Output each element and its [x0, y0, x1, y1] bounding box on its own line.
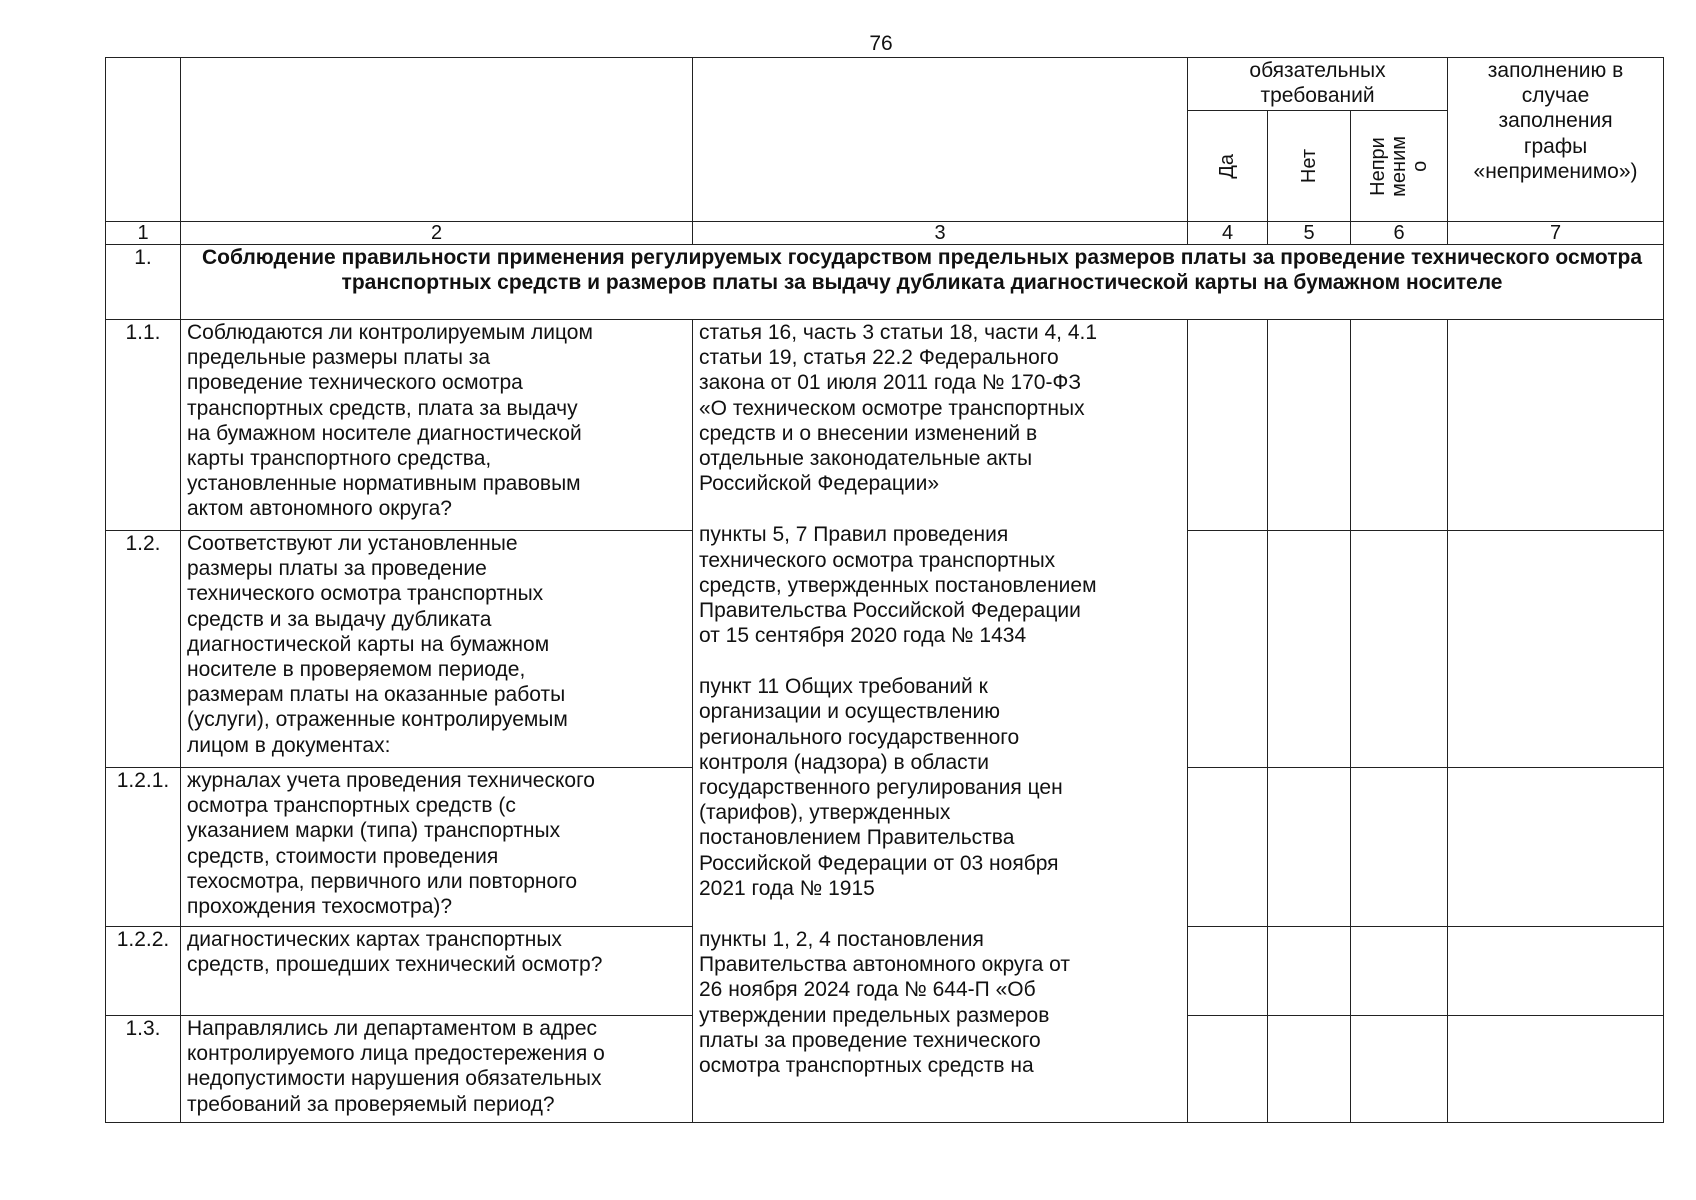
row-question: Направлялись ли департаментом в адрес контролируемого лица предостережения о недопустимости нарушения обязательных требований за проверяемый период?: [181, 1016, 693, 1123]
row-number: 1.3.: [106, 1016, 181, 1123]
row-number: 1.2.1.: [106, 768, 181, 927]
row-number: 1.2.: [106, 531, 181, 768]
header-yes-label: Да: [1216, 153, 1238, 179]
column-number: 5: [1268, 222, 1351, 245]
column-number: 4: [1188, 222, 1268, 245]
answer-no-cell[interactable]: [1268, 927, 1351, 1016]
answer-na-cell[interactable]: [1351, 531, 1448, 768]
row-question: Соблюдаются ли контролируемым лицом предельные размеры платы за проведение технического осмотра транспортных средств, плата за выдачу на бумажном носителе диагностической карты транспортного средства, установленные нормативным правовым актом автономного округа?: [181, 320, 693, 531]
answer-yes-cell[interactable]: [1188, 1016, 1268, 1123]
row-question: Соответствуют ли установленные размеры платы за проведение технического осмотра транспортных средств и за выдачу дубликата диагностической карты на бумажном носителе в проверяемом периоде, размерам платы на оказанные работы (услуги), отраженные контролируемым лицом в документах:: [181, 531, 693, 768]
header-na-cell: [1351, 111, 1448, 222]
answer-yes-cell[interactable]: [1188, 927, 1268, 1016]
answer-na-cell[interactable]: [1351, 1016, 1448, 1123]
note-cell[interactable]: [1448, 1016, 1664, 1123]
page-number: 76: [869, 32, 893, 55]
note-cell[interactable]: [1448, 768, 1664, 927]
answer-yes-cell[interactable]: [1188, 531, 1268, 768]
note-cell[interactable]: [1448, 927, 1664, 1016]
header-col3-cell: [693, 58, 1188, 222]
answer-yes-cell[interactable]: [1188, 320, 1268, 531]
row-number: 1.2.2.: [106, 927, 181, 1016]
answer-na-cell[interactable]: [1351, 927, 1448, 1016]
header-na-label: Непри меним о: [1366, 135, 1431, 197]
column-number: 1: [106, 222, 181, 245]
legal-ref: статья 16, часть 3 статьи 18, части 4, 4.1 статьи 19, статья 22.2 Федерального закона от 01 июля 2011 года № 170-ФЗ «О техническом осмотре транспортных средств и о внесении изменений в отдельные законодательные акты Российской Федерации»: [699, 321, 1098, 496]
answer-no-cell[interactable]: [1268, 531, 1351, 768]
column-numbers-row: [106, 222, 1664, 245]
section-row: [106, 245, 1664, 320]
legal-ref: пункты 1, 2, 4 постановления Правительства автономного округа от 26 ноября 2024 года № 644-П «Об утверждении предельных размеров платы за проведение технического осмотра транспортных средств на: [699, 927, 1070, 1077]
column-number: 7: [1448, 222, 1664, 245]
answer-no-cell[interactable]: [1268, 768, 1351, 927]
section-number: 1.: [106, 245, 181, 320]
column-number: 2: [181, 222, 693, 245]
header-col1-cell: [106, 58, 181, 222]
header-requirements-group: обязательных требований: [1188, 58, 1448, 111]
row-question: диагностических картах транспортных средств, прошедших технический осмотр?: [181, 927, 693, 1016]
column-number: 6: [1351, 222, 1448, 245]
answer-na-cell[interactable]: [1351, 768, 1448, 927]
header-col2-cell: [181, 58, 693, 222]
note-cell[interactable]: [1448, 531, 1664, 768]
header-yes-cell: [1188, 111, 1268, 222]
answer-no-cell[interactable]: [1268, 320, 1351, 531]
table-row: [106, 320, 1664, 531]
legal-ref: пункт 11 Общих требований к организации и осуществлению регионального государственного контроля (надзора) в области государственного регулирования цен (тарифов), утвержденных постановлением Правительства Российской Федерации от 03 ноября 2021 года № 1915: [699, 675, 1063, 900]
answer-yes-cell[interactable]: [1188, 768, 1268, 927]
header-no-cell: [1268, 111, 1351, 222]
row-question: журналах учета проведения технического осмотра транспортных средств (с указанием марки (типа) транспортных средств, стоимости проведения техосмотра, первичного или повторного прохождения техосмотра)?: [181, 768, 693, 927]
section-title: Соблюдение правильности применения регулируемых государством предельных размеров платы за проведение технического осмотра транспортных средств и размеров платы за выдачу дубликата диагностической карты на бумажном носителе: [181, 245, 1664, 320]
note-cell[interactable]: [1448, 320, 1664, 531]
legal-basis-cell: [693, 320, 1188, 1123]
legal-ref: пункты 5, 7 Правил проведения технического осмотра транспортных средств, утвержденных постановлением Правительства Российской Федерации от 15 сентября 2020 года № 1434: [699, 523, 1097, 648]
header-row-top: [106, 58, 1664, 111]
column-number: 3: [693, 222, 1188, 245]
header-no-label: Нет: [1297, 148, 1320, 184]
header-col7-title: заполнению в случае заполнения графы «неприменимо»): [1448, 58, 1664, 222]
answer-no-cell[interactable]: [1268, 1016, 1351, 1123]
answer-na-cell[interactable]: [1351, 320, 1448, 531]
checklist-table: [105, 57, 1664, 1123]
row-number: 1.1.: [106, 320, 181, 531]
